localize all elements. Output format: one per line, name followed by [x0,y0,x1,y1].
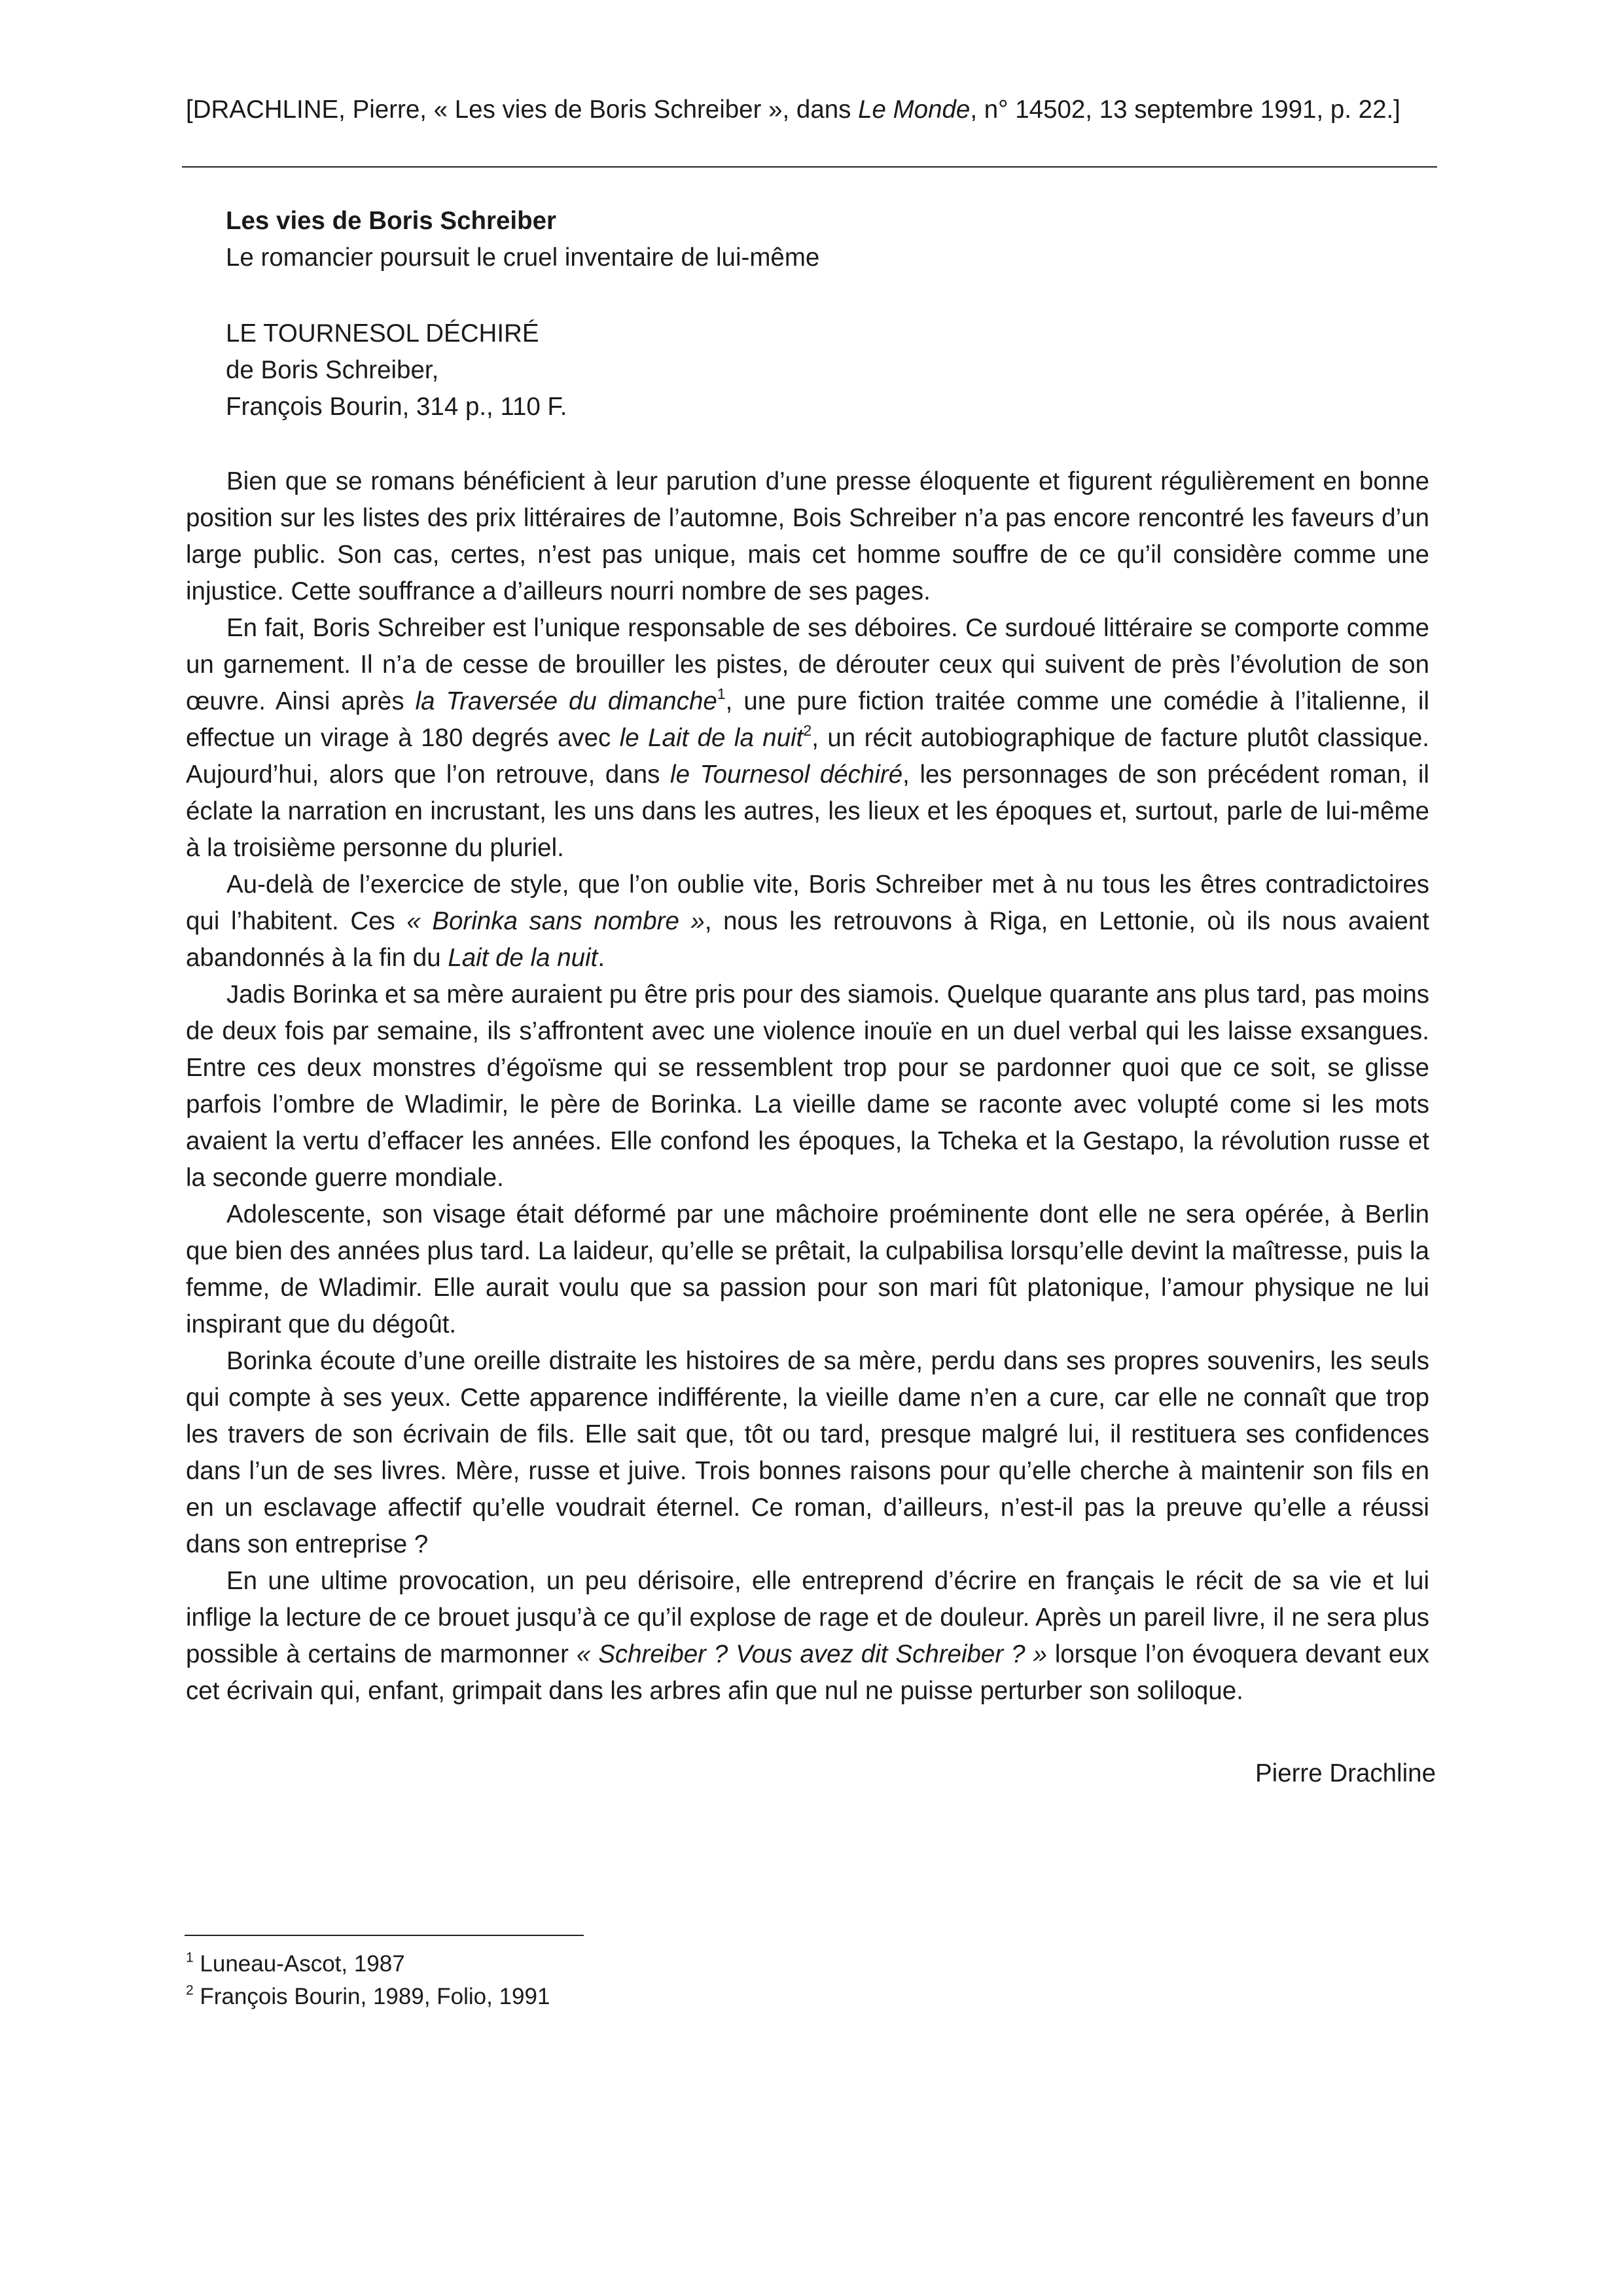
book-title: LE TOURNESOL DÉCHIRÉ [226,319,539,348]
citation-journal: Le Monde [858,96,971,124]
paragraph-2-text: , un récit autobiographique de facture plutôt classique. Aujourd’hui, alors que l’on retrouve, dans [186,724,1429,789]
paragraph-3-text: , nous les retrouvons à Riga, en Lettonie, où ils nous avaient abandonnés à la fin du [186,907,1430,972]
footnote-text: Luneau-Ascot, 1987 [193,1951,405,1977]
footnote-text: François Bourin, 1989, Folio, 1991 [193,1984,550,2009]
paragraph-2-text: , une pure fiction traitée comme une comédie à l’italienne, il effectue un virage à 180 degrés avec [186,687,1429,752]
footnote-divider [185,1935,584,1936]
quote-italic: « Schreiber ? Vous avez dit Schreiber ? » [576,1640,1047,1668]
paragraph-5: Adolescente, son visage était déformé par une mâchoire proéminente dont elle ne sera opérée, à Berlin que bien des années plus tard. La laideur, qu’elle se prêtait, la culpabilisa lorsqu’elle devint la maîtresse, puis la femme, de Wladimir. Elle aurait voulu que sa passion pour son mari fût platonique, l’amour physique ne lui inspirant que du dégoût. [186,1200,1429,1338]
footnote-ref-1: 1 [717,685,726,702]
book-title-italic: la Traversée du dimanche [415,687,717,715]
paragraph-2-text: En fait, Boris Schreiber est l’unique responsable de ses déboires. Ce surdoué littéraire se comporte comme un garnement. Il n’a de cesse de brouiller les pistes, de dérouter ceux qui suivent de près l’évolution de son œuvre. Ainsi après [186,614,1429,715]
book-title-italic: Lait de la nuit [448,944,598,972]
paragraph-3 [186,867,1429,977]
citation-header [186,92,1429,128]
paragraph-1: Bien que se romans bénéficient à leur parution d’une presse éloquente et figurent régulièrement en bonne position sur les listes des prix littéraires de l’automne, Bois Schreiber n’a pas encore rencontré les faveurs d’un large public. Son cas, certes, n’est pas unique, mais cet homme souffre de ce qu’il considère comme une injustice. Cette souffrance a d’ailleurs nourri nombre de ses pages. [186,467,1429,605]
citation-text-end: , n° 14502, 13 septembre 1991, p. 22.] [970,96,1400,124]
book-title-italic: le Lait de la nuit [619,724,804,752]
book-publisher: François Bourin, 314 p., 110 F. [226,393,567,421]
article-subtitle: Le romancier poursuit le cruel inventaire de lui-même [226,243,820,272]
paragraph-2-text: , les personnages de son précédent roman, il éclate la narration en incrustant, les uns dans les autres, les lieux et les époques et, surtout, parle de lui-même à la troisième personne du pluriel. [186,761,1429,862]
paragraph-4: Jadis Borinka et sa mère auraient pu être pris pour des siamois. Quelque quarante ans plus tard, pas moins de deux fois par semaine, ils s’affrontent avec une violence inouïe en un duel verbal qui les laisse exsangues. Entre ces deux monstres d’égoïsme qui se ressemblent trop pour se pardonner quoi que ce soit, se glisse parfois l’ombre de Wladimir, le père de Borinka. La vieille dame se raconte avec volupté come si les mots avaient la vertu d’effacer les années. Elle confond les époques, la Tcheka et la Gestapo, la révolution russe et la seconde guerre mondiale. [186,980,1429,1192]
paragraph-7 [186,1563,1429,1710]
article-body [186,463,1429,1710]
book-title-italic: le Tournesol déchiré [670,761,903,789]
citation-text: [DRACHLINE, Pierre, « Les vies de Boris Schreiber », dans [186,96,859,124]
author-signature: Pierre Drachline [1255,1759,1436,1787]
paragraph-6: Borinka écoute d’une oreille distraite les histoires de sa mère, perdu dans ses propres souvenirs, les seuls qui compte à ses yeux. Cette apparence indifférente, la vieille dame n’en a cure, car elle ne connaît que trop les travers de son écrivain de fils. Elle sait que, tôt ou tard, presque malgré lui, il restituera ses confidences dans l’un de ses livres. Mère, russe et juive. Trois bonnes raisons pour qu’elle cherche à maintenir son fils en en un esclavage affectif qu’elle voudrait éternel. Ce roman, d’ailleurs, n’est-il pas la preuve qu’elle a réussi dans son entreprise ? [186,1347,1429,1558]
paragraph-7-text: lorsque l’on évoquera devant eux cet écrivain qui, enfant, grimpait dans les arbres afin que nul ne puisse perturber son soliloque. [186,1640,1429,1705]
paragraph-3-text: Au-delà de l’exercice de style, que l’on oublie vite, Boris Schreiber met à nu tous les êtres contradictoires qui l’habitent. Ces [186,870,1429,935]
footnote-2 [186,1981,971,2013]
article-title: Les vies de Boris Schreiber [226,207,557,235]
paragraph-2 [186,610,1429,867]
book-reference [226,315,1404,425]
footnote-mark: 2 [186,1982,194,1998]
book-author: de Boris Schreiber, [226,356,439,384]
paragraph-3-text: . [597,944,605,972]
footnote-1 [186,1948,971,1981]
footnote-ref-2: 2 [803,721,812,739]
header-divider [182,166,1437,168]
footnotes [186,1948,971,2013]
quote-italic: « Borinka sans nombre » [406,907,705,935]
article-heading [226,203,1404,276]
footnote-mark: 1 [186,1950,194,1965]
paragraph-7-text: En une ultime provocation, un peu dérisoire, elle entreprend d’écrire en français le récit de sa vie et lui inflige la lecture de ce brouet jusqu’à ce qu’il explose de rage et de douleur. Après un pareil livre, il ne sera plus possible à certains de marmonner [186,1567,1429,1668]
